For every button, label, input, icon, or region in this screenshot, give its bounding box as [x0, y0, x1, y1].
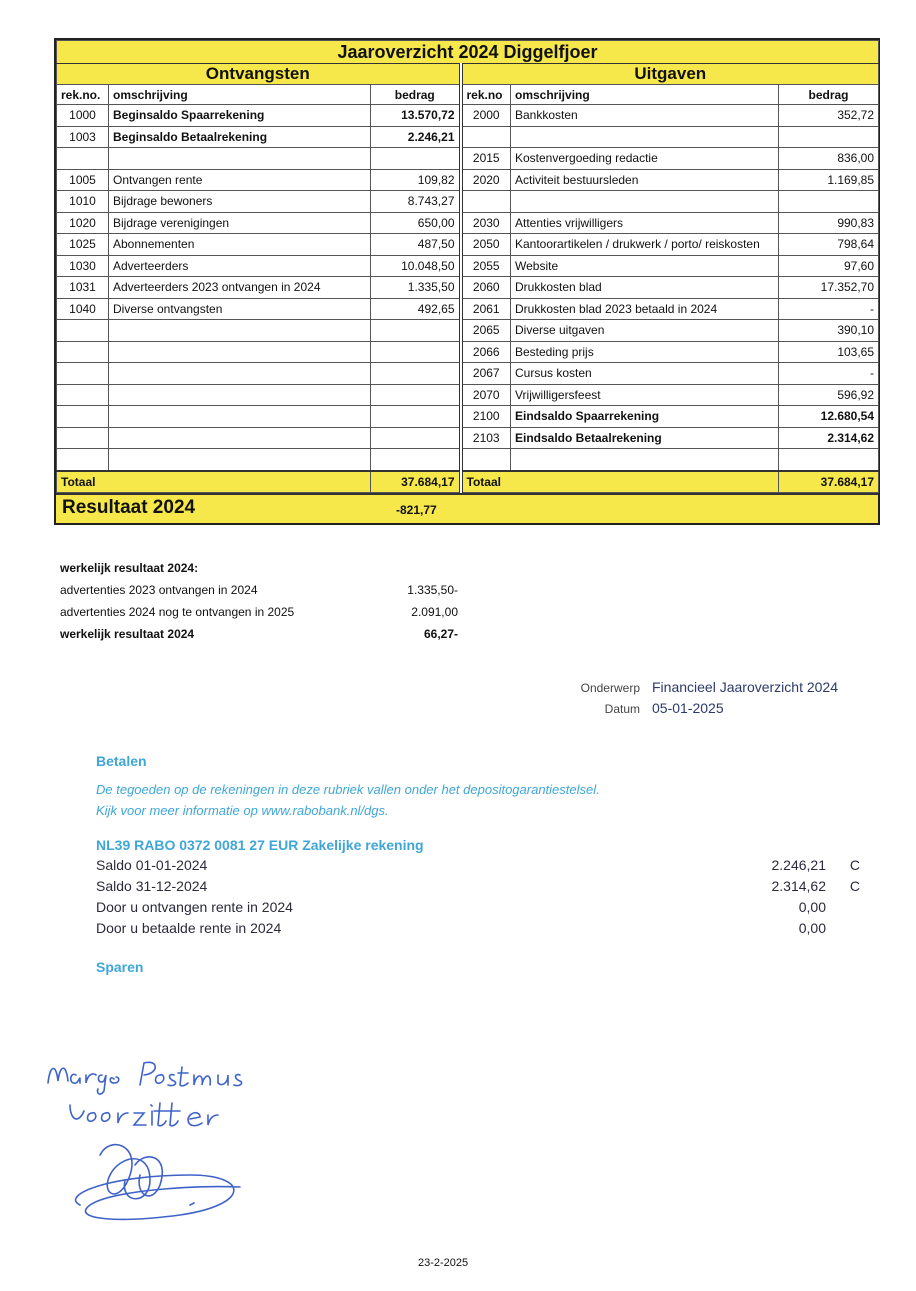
left-rekno: 1010	[57, 191, 109, 213]
werkelijk-line	[60, 583, 480, 605]
right-omschrijving: Bankkosten	[511, 105, 779, 127]
left-rekno	[57, 363, 109, 385]
balance-label: Saldo 01-01-2024	[96, 857, 208, 873]
right-bedrag	[779, 191, 879, 213]
right-rekno: 2050	[461, 234, 511, 256]
left-rekno: 1025	[57, 234, 109, 256]
left-rekno	[57, 427, 109, 449]
werkelijk-line	[60, 605, 480, 627]
datum-label: Datum	[604, 702, 640, 716]
section-ontvangsten: Ontvangsten	[57, 64, 461, 85]
left-bedrag	[371, 363, 461, 385]
left-bedrag	[371, 449, 461, 471]
onderwerp-value: Financieel Jaaroverzicht 2024	[652, 679, 838, 695]
left-omschrijving	[109, 320, 371, 342]
right-bedrag: 97,60	[779, 255, 879, 277]
right-rekno	[461, 449, 511, 471]
dgs-info-line2: Kijk voor meer informatie op www.rabobank.nl/dgs.	[96, 803, 389, 818]
table-row	[57, 384, 879, 406]
right-rekno	[461, 191, 511, 213]
werkelijk-line-label: werkelijk resultaat 2024	[60, 627, 195, 641]
result-value: -821,77	[396, 502, 437, 517]
datum-value: 05-01-2025	[652, 700, 724, 716]
left-rekno: 1003	[57, 126, 109, 148]
col-bedrag-right: bedrag	[779, 85, 879, 105]
right-omschrijving	[511, 449, 779, 471]
right-rekno: 2065	[461, 320, 511, 342]
right-omschrijving: Cursus kosten	[511, 363, 779, 385]
left-rekno	[57, 449, 109, 471]
table-title: Jaaroverzicht 2024 Diggelfjoer	[57, 41, 879, 64]
table-row	[57, 427, 879, 449]
right-rekno: 2060	[461, 277, 511, 299]
right-omschrijving: Drukkosten blad 2023 betaald in 2024	[511, 298, 779, 320]
right-bedrag	[779, 126, 879, 148]
right-bedrag: 390,10	[779, 320, 879, 342]
left-omschrijving: Ontvangen rente	[109, 169, 371, 191]
balance-line	[96, 920, 866, 941]
left-omschrijving: Abonnementen	[109, 234, 371, 256]
left-bedrag: 109,82	[371, 169, 461, 191]
right-bedrag: 12.680,54	[779, 406, 879, 428]
left-omschrijving	[109, 406, 371, 428]
col-bedrag-left: bedrag	[371, 85, 461, 105]
total-left: 37.684,17	[371, 471, 461, 493]
table-row	[57, 406, 879, 428]
right-omschrijving: Kostenvergoeding redactie	[511, 148, 779, 170]
table-row	[57, 341, 879, 363]
werkelijk-line	[60, 627, 480, 649]
right-rekno: 2000	[461, 105, 511, 127]
left-omschrijving: Bijdrage verenigingen	[109, 212, 371, 234]
total-label-right: Totaal	[461, 471, 779, 493]
balance-amount: 2.314,62	[771, 878, 826, 894]
right-bedrag: 990,83	[779, 212, 879, 234]
left-bedrag: 10.048,50	[371, 255, 461, 277]
result-row	[56, 493, 878, 523]
left-omschrijving: Adverteerders	[109, 255, 371, 277]
werkelijk-heading: werkelijk resultaat 2024:	[60, 561, 199, 575]
signature-block	[40, 1055, 290, 1240]
right-bedrag: 836,00	[779, 148, 879, 170]
section-uitgaven: Uitgaven	[461, 64, 879, 85]
balance-credit-debit: C	[849, 857, 860, 873]
right-rekno: 2015	[461, 148, 511, 170]
left-bedrag	[371, 320, 461, 342]
right-rekno: 2100	[461, 406, 511, 428]
account-name: NL39 RABO 0372 0081 27 EUR Zakelijke rekening	[96, 837, 424, 853]
left-rekno	[57, 320, 109, 342]
left-bedrag: 650,00	[371, 212, 461, 234]
right-bedrag: 17.352,70	[779, 277, 879, 299]
werkelijk-line-value: 66,27-	[423, 627, 458, 641]
left-bedrag	[371, 427, 461, 449]
right-rekno: 2020	[461, 169, 511, 191]
table-row	[57, 191, 879, 213]
right-rekno: 2055	[461, 255, 511, 277]
col-rekno-right: rek.no	[461, 85, 511, 105]
table-row	[57, 212, 879, 234]
bank-statement	[96, 753, 866, 975]
right-rekno: 2067	[461, 363, 511, 385]
table-row	[57, 105, 879, 127]
left-rekno: 1031	[57, 277, 109, 299]
right-omschrijving: Eindsaldo Betaalrekening	[511, 427, 779, 449]
right-omschrijving: Eindsaldo Spaarrekening	[511, 406, 779, 428]
col-omschrijving-left: omschrijving	[109, 85, 371, 105]
left-omschrijving: Beginsaldo Betaalrekening	[109, 126, 371, 148]
right-omschrijving	[511, 126, 779, 148]
left-bedrag	[371, 406, 461, 428]
balance-label: Door u ontvangen rente in 2024	[96, 899, 293, 915]
balance-line	[96, 899, 866, 920]
balance-label: Saldo 31-12-2024	[96, 878, 208, 894]
table-row	[57, 234, 879, 256]
werkelijk-line-value: 1.335,50-	[407, 583, 458, 597]
left-rekno	[57, 406, 109, 428]
left-rekno: 1000	[57, 105, 109, 127]
right-omschrijving: Activiteit bestuursleden	[511, 169, 779, 191]
table-row	[57, 449, 879, 471]
balance-line	[96, 878, 866, 899]
onderwerp-label: Onderwerp	[580, 681, 640, 695]
table-row	[57, 298, 879, 320]
balance-label: Door u betaalde rente in 2024	[96, 920, 282, 936]
werkelijk-line-value: 2.091,00	[411, 605, 458, 619]
left-bedrag	[371, 384, 461, 406]
total-row	[57, 471, 879, 493]
left-bedrag: 1.335,50	[371, 277, 461, 299]
left-rekno: 1040	[57, 298, 109, 320]
left-omschrijving: Beginsaldo Spaarrekening	[109, 105, 371, 127]
result-label: Resultaat 2024	[62, 496, 196, 518]
right-rekno: 2103	[461, 427, 511, 449]
letter-meta	[560, 679, 838, 721]
table-row	[57, 363, 879, 385]
right-bedrag: 2.314,62	[779, 427, 879, 449]
left-omschrijving	[109, 427, 371, 449]
left-omschrijving	[109, 341, 371, 363]
betalen-heading: Betalen	[96, 753, 147, 769]
right-rekno: 2030	[461, 212, 511, 234]
right-omschrijving: Kantoorartikelen / drukwerk / porto/ reiskosten	[511, 234, 779, 256]
left-omschrijving: Adverteerders 2023 ontvangen in 2024	[109, 277, 371, 299]
right-bedrag: -	[779, 363, 879, 385]
balance-amount: 2.246,21	[771, 857, 826, 873]
right-bedrag: 798,64	[779, 234, 879, 256]
right-rekno: 2070	[461, 384, 511, 406]
left-omschrijving	[109, 384, 371, 406]
right-bedrag: 103,65	[779, 341, 879, 363]
col-rekno-left: rek.no.	[57, 85, 109, 105]
right-rekno: 2066	[461, 341, 511, 363]
right-bedrag: 596,92	[779, 384, 879, 406]
right-omschrijving: Besteding prijs	[511, 341, 779, 363]
table-row	[57, 277, 879, 299]
col-omschrijving-right: omschrijving	[511, 85, 779, 105]
right-rekno: 2061	[461, 298, 511, 320]
right-omschrijving: Drukkosten blad	[511, 277, 779, 299]
annual-overview-table	[54, 38, 880, 525]
left-rekno: 1005	[57, 169, 109, 191]
left-bedrag: 2.246,21	[371, 126, 461, 148]
left-bedrag: 492,65	[371, 298, 461, 320]
left-bedrag	[371, 148, 461, 170]
footer-date: 23-2-2025	[418, 1257, 469, 1269]
werkelijk-line-label: advertenties 2023 ontvangen in 2024	[60, 583, 258, 597]
handwritten-signature	[40, 1055, 290, 1235]
left-omschrijving	[109, 148, 371, 170]
right-bedrag: -	[779, 298, 879, 320]
right-bedrag: 352,72	[779, 105, 879, 127]
right-bedrag	[779, 449, 879, 471]
left-bedrag: 487,50	[371, 234, 461, 256]
left-rekno: 1020	[57, 212, 109, 234]
table-row	[57, 148, 879, 170]
right-omschrijving: Diverse uitgaven	[511, 320, 779, 342]
werkelijk-line-label: advertenties 2024 nog te ontvangen in 2025	[60, 605, 295, 619]
dgs-info-line1: De tegoeden op de rekeningen in deze rubriek vallen onder het depositogarantiestelsel.	[96, 782, 600, 797]
left-omschrijving: Diverse ontvangsten	[109, 298, 371, 320]
left-omschrijving	[109, 449, 371, 471]
table-row	[57, 126, 879, 148]
left-bedrag: 13.570,72	[371, 105, 461, 127]
left-rekno	[57, 384, 109, 406]
balance-line	[96, 857, 866, 878]
right-omschrijving: Vrijwilligersfeest	[511, 384, 779, 406]
table-row	[57, 320, 879, 342]
table-row	[57, 169, 879, 191]
right-omschrijving: Website	[511, 255, 779, 277]
total-right: 37.684,17	[779, 471, 879, 493]
left-rekno: 1030	[57, 255, 109, 277]
right-bedrag: 1.169,85	[779, 169, 879, 191]
balance-amount: 0,00	[798, 920, 826, 936]
right-omschrijving	[511, 191, 779, 213]
balance-credit-debit: C	[849, 878, 860, 894]
sparen-heading: Sparen	[96, 959, 144, 975]
left-rekno	[57, 341, 109, 363]
werkelijk-resultaat	[60, 561, 480, 649]
total-label-left: Totaal	[57, 471, 371, 493]
left-bedrag	[371, 341, 461, 363]
left-rekno	[57, 148, 109, 170]
left-bedrag: 8.743,27	[371, 191, 461, 213]
right-omschrijving: Attenties vrijwilligers	[511, 212, 779, 234]
balance-amount: 0,00	[798, 899, 826, 915]
left-omschrijving: Bijdrage bewoners	[109, 191, 371, 213]
table-row	[57, 255, 879, 277]
left-omschrijving	[109, 363, 371, 385]
right-rekno	[461, 126, 511, 148]
